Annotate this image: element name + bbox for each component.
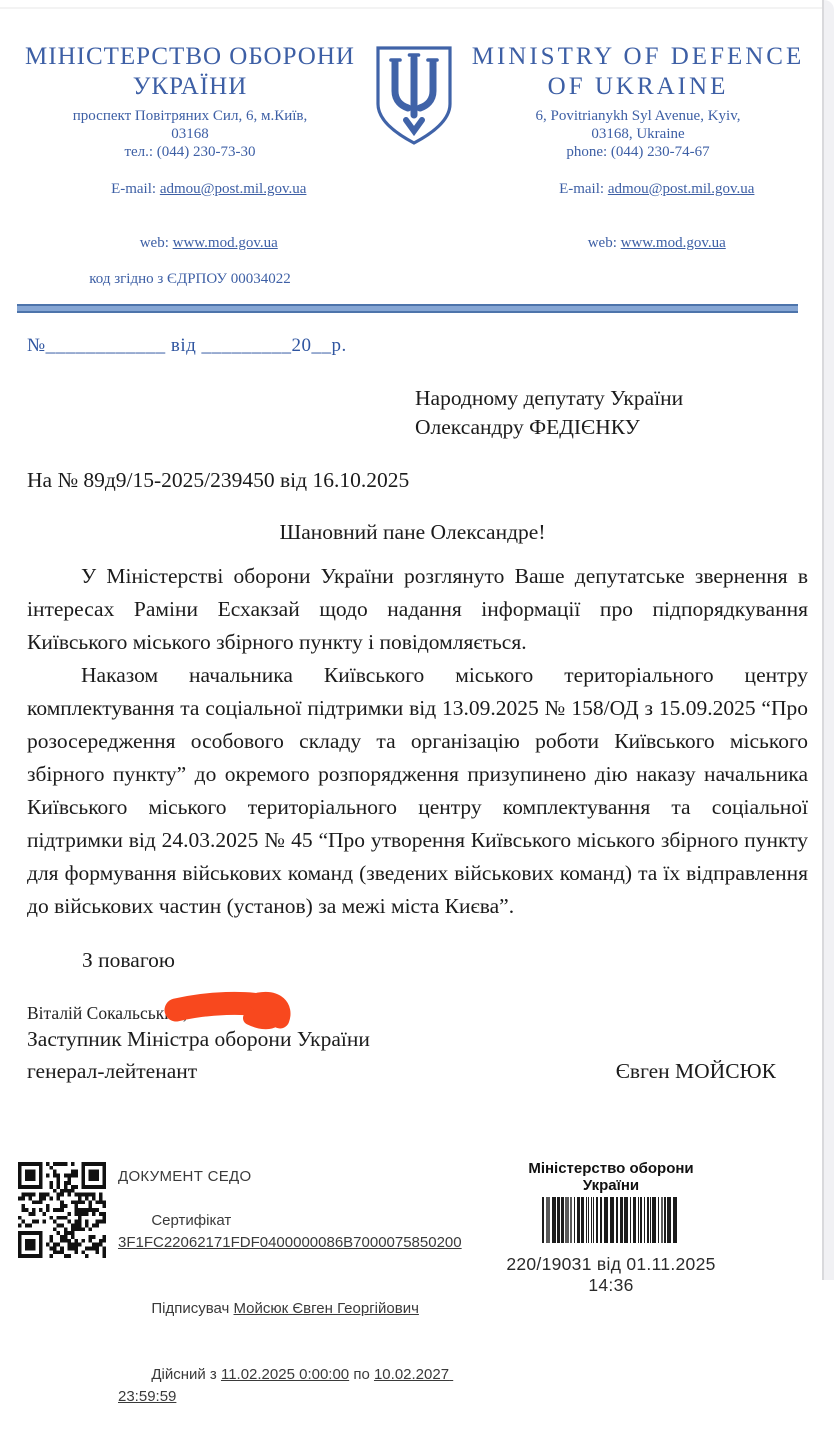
sedo-validity-row — [118, 1342, 508, 1430]
address-line: проспект Повітряних Сил, 6, м.Київ, — [72, 108, 308, 124]
paragraph-2: Наказом начальника Київського міського територіального центру комплектування та соціальної підтримки від 13.09.2025 № 158/ОД з 15.09.2025 “Про розосередження особового складу та організацію роботи Київського міського збірного пункту” до окремого розпорядження призупинено дію наказу начальника Київського міського територіального центру комплектування та соціальної підтримки від 24.03.2025 № 45 “Про утворення Київського міського збірного пункту для формування військових команд (зведених військових команд) та їх відправлення до військових частин (установ) за межі міста Києва”. — [27, 662, 808, 918]
email-line — [462, 161, 814, 215]
email-link[interactable]: admou@post.mil.gov.ua — [607, 180, 755, 197]
certificate-label: Сертифікат — [151, 1212, 236, 1230]
photo-top-edge — [0, 7, 822, 9]
redaction-scribble-icon — [162, 984, 312, 1039]
edrpou-line: код згідно з ЄДРПОУ 00034022 — [89, 271, 291, 288]
paragraph-1: У Міністерстві оборони України розглянуто Ваше депутатське звернення в інтересах Раміни Есхакзай щодо надання інформації про підпорядкування Київського міського збірного пункту і повідомляється. — [27, 563, 808, 654]
certificate-value: 3F1FC22062171FDF0400000086B7000075850200 — [118, 1234, 462, 1252]
ministry-title-en-line1: MINISTRY OF DEFENCE — [471, 43, 805, 70]
sedo-info — [118, 1166, 508, 1431]
phone-line: phone: (044) 230-74-67 — [566, 144, 710, 161]
executor-footnote: Віталій Сокальський, — [27, 1003, 188, 1023]
ministry-title-uk — [14, 42, 366, 102]
web-link[interactable]: www.mod.gov.ua — [620, 234, 726, 251]
letter-body — [27, 560, 808, 923]
valid-from: 11.02.2025 0:00:00 — [220, 1366, 350, 1384]
sedo-signer-row — [118, 1276, 508, 1342]
reference-line: На № 89д9/15-2025/239450 від 16.10.2025 — [27, 467, 410, 492]
signer-name: Євген МОЙСЮК — [615, 1058, 776, 1083]
valid-to: 10.02.2027 23:59:59 — [118, 1366, 454, 1406]
barcode-number: 220/19031 від 01.11.2025 14:36 — [506, 1254, 716, 1295]
ministry-title-en-line2: OF UKRAINE — [547, 73, 729, 100]
signature-block — [27, 1023, 776, 1088]
email-label: E-mail: — [559, 180, 608, 197]
ministry-title-uk-line1: МІНІСТЕРСТВО ОБОРОНИ — [25, 43, 355, 70]
ministry-title-en — [462, 42, 814, 102]
web-line — [462, 216, 814, 270]
trident-emblem-icon — [371, 44, 457, 150]
web-line — [14, 216, 366, 270]
letterhead-ukrainian — [14, 42, 366, 288]
valid-separator: по — [349, 1366, 374, 1384]
postal-code: 03168, Ukraine — [591, 126, 685, 143]
email-line — [14, 161, 366, 215]
signer-value: Мойсюк Євген Георгійович — [233, 1300, 419, 1318]
letterhead — [0, 0, 834, 288]
signer-position-line2: генерал-лейтенант — [27, 1058, 198, 1083]
valid-label: Дійсний з — [151, 1366, 221, 1384]
web-link[interactable]: www.mod.gov.ua — [172, 234, 278, 251]
recipient-block — [415, 384, 834, 441]
barcode-block — [505, 1160, 717, 1296]
ministry-address-en — [462, 107, 814, 270]
address-line: 6, Povitrianykh Syl Avenue, Kyiv, — [535, 108, 741, 124]
email-label: E-mail: — [111, 180, 160, 197]
phone-line: тел.: (044) 230-73-30 — [124, 144, 256, 161]
photo-right-edge — [822, 0, 834, 1280]
web-label: web: — [139, 234, 173, 251]
email-link[interactable]: admou@post.mil.gov.ua — [159, 180, 307, 197]
recipient-line2: Олександру ФЕДІЄНКУ — [415, 415, 640, 439]
barcode-org-label: Міністерство оборони України — [528, 1160, 694, 1194]
emblem-box — [366, 42, 462, 288]
signer-position-line1: Заступник Міністра оборони України — [27, 1026, 370, 1051]
recipient-line1: Народному депутату України — [415, 386, 684, 411]
sedo-certificate-row — [118, 1188, 508, 1276]
postal-code: 03168 — [171, 126, 209, 143]
qr-code — [18, 1162, 106, 1263]
header-divider-bar — [17, 304, 798, 313]
web-label: web: — [587, 234, 621, 251]
salutation: Шановний пане Олександре! — [279, 519, 546, 544]
closing-phrase: З повагою — [82, 947, 175, 972]
barcode — [542, 1197, 680, 1243]
signer-label: Підписувач — [151, 1300, 234, 1318]
ministry-address-uk — [14, 107, 366, 288]
sedo-title: ДОКУМЕНТ СЕДО — [118, 1168, 252, 1185]
letterhead-english — [462, 42, 814, 288]
doc-number-line: №____________ від _________20__р. — [27, 335, 347, 357]
ministry-title-uk-line2: УКРАЇНИ — [132, 73, 248, 100]
